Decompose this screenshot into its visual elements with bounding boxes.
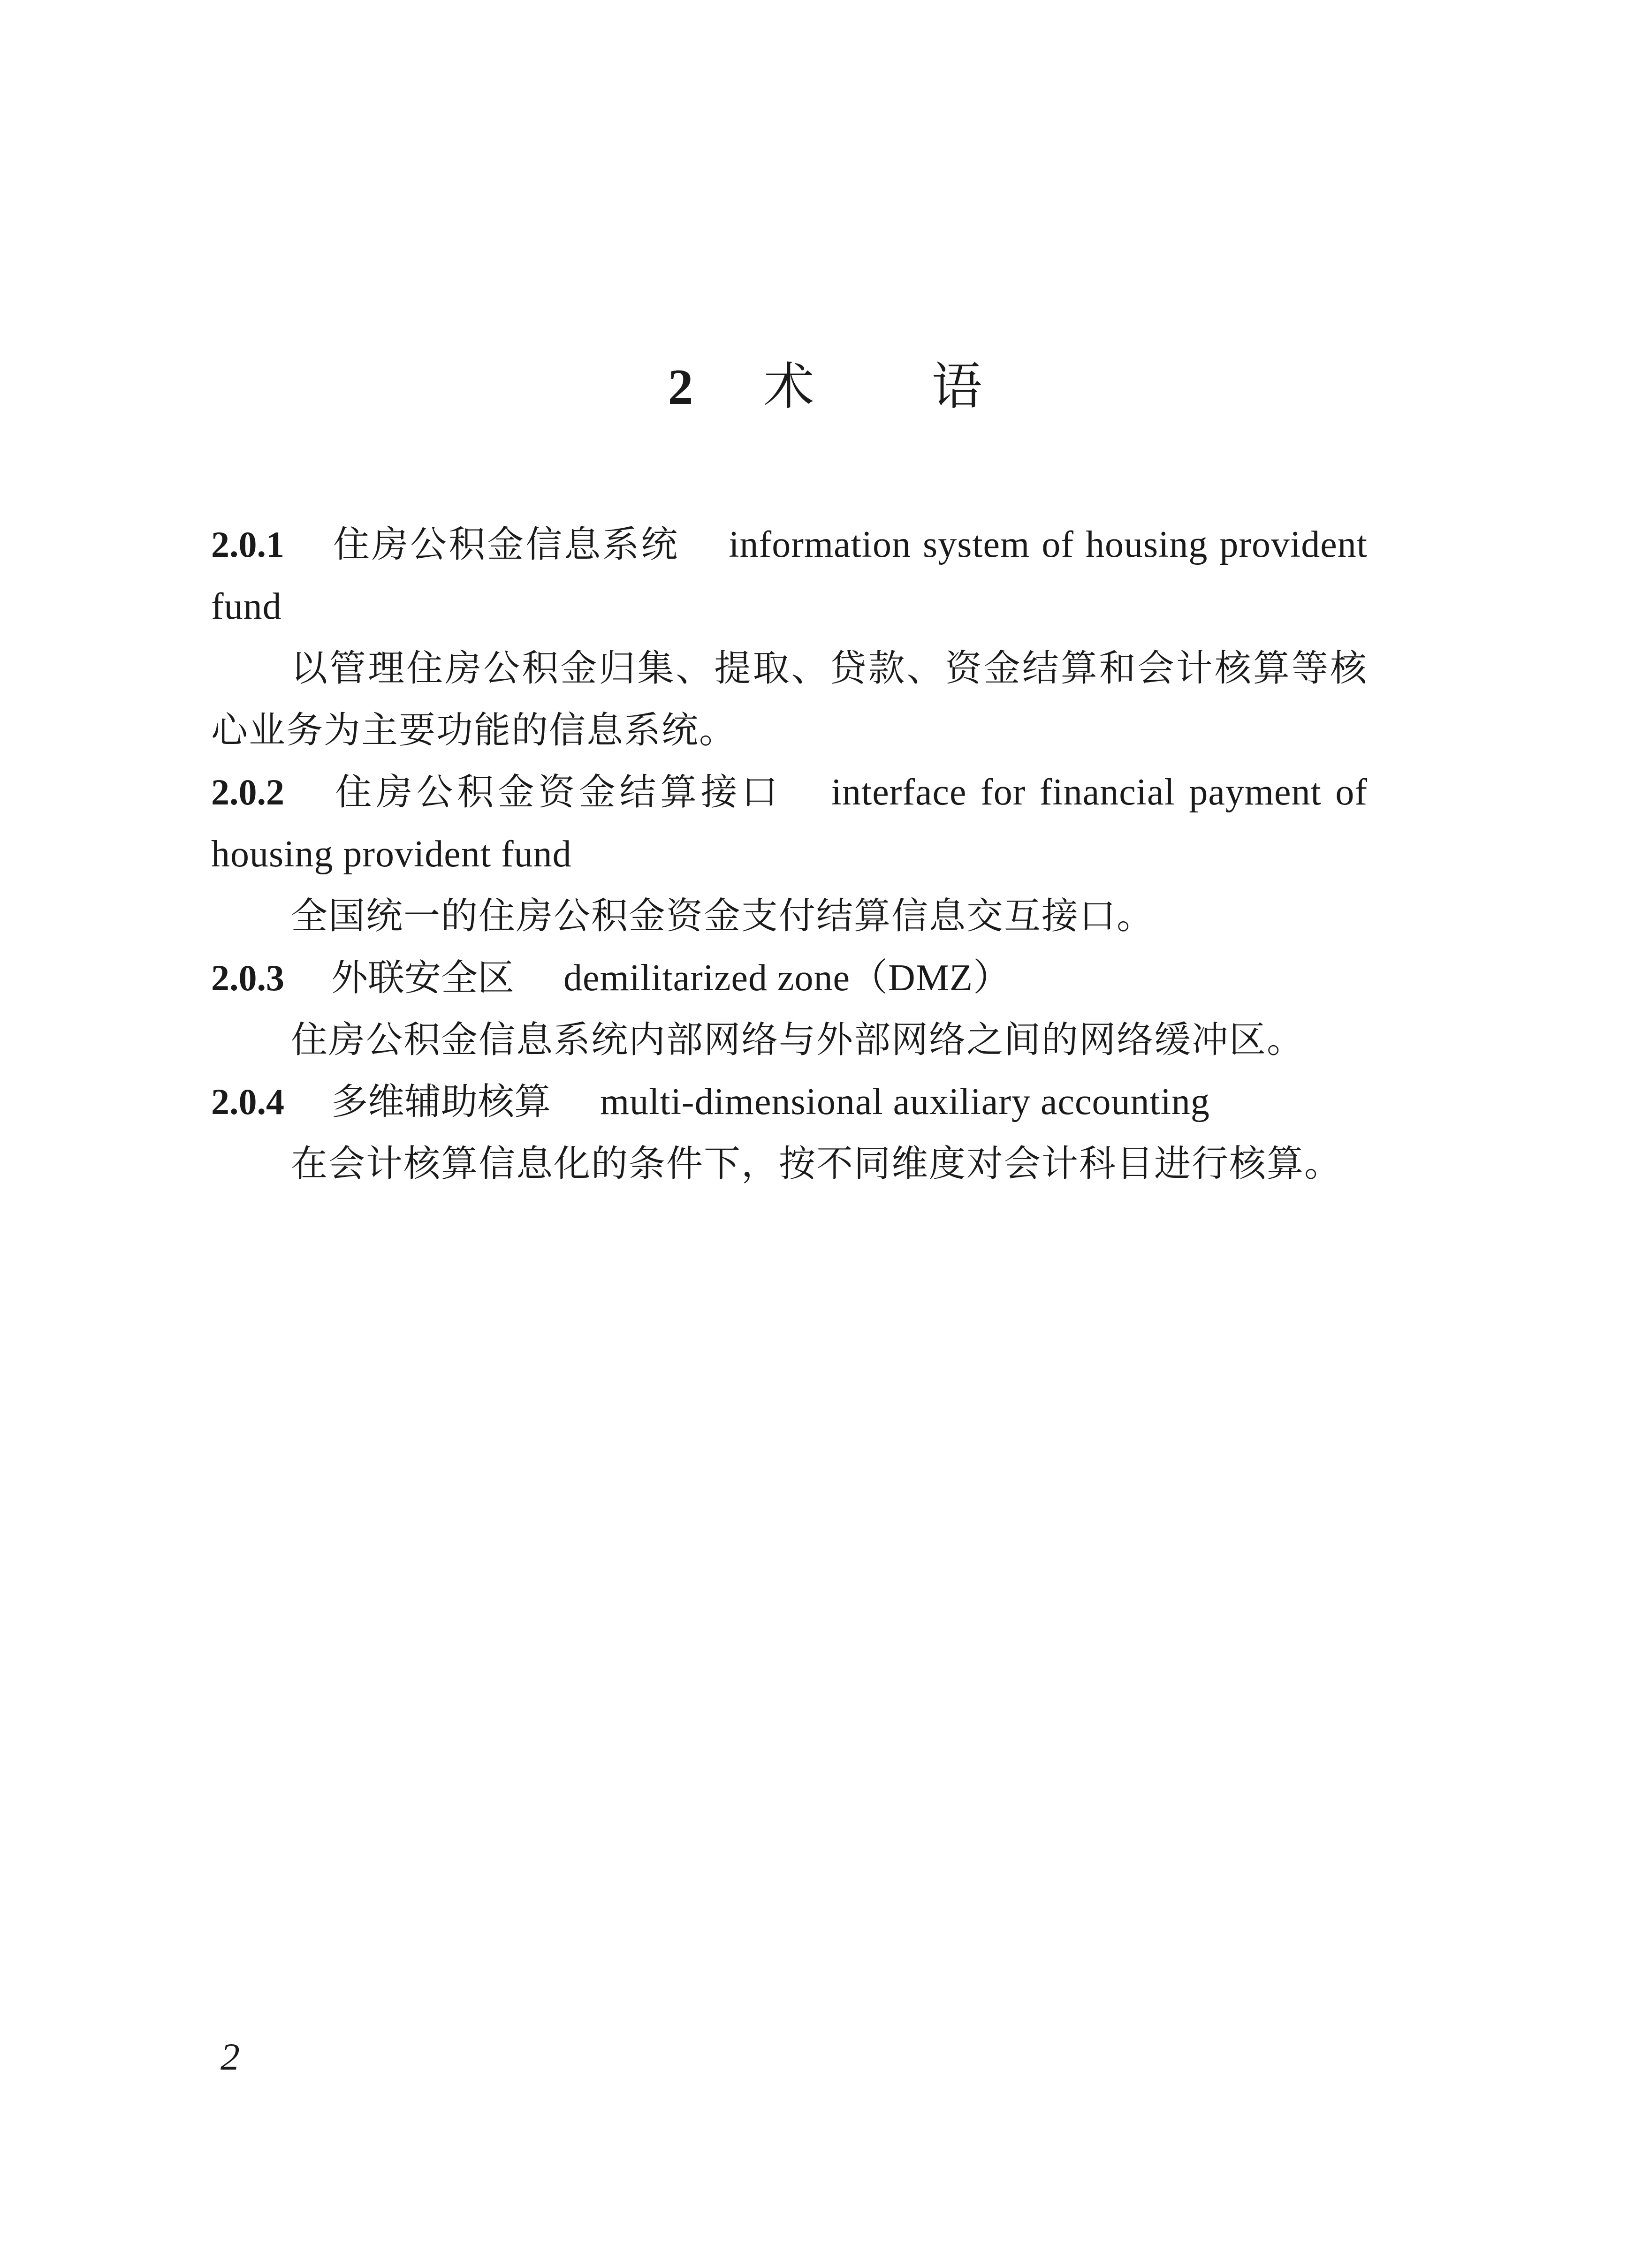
term-number: 2.0.4 <box>211 1081 284 1122</box>
term-entry <box>211 1071 1368 1133</box>
term-definition: 全国统一的住房公积金资金支付结算信息交互接口。 <box>291 895 1155 937</box>
chapter-title <box>0 357 1650 418</box>
term-entry <box>211 514 1368 637</box>
term-number: 2.0.2 <box>211 772 284 812</box>
term-definition: 在会计核算信息化的条件下，按不同维度对会计科目进行核算。 <box>291 1143 1342 1185</box>
term-chinese-name: 住房公积金信息系统 <box>331 523 680 566</box>
term-number: 2.0.1 <box>211 524 284 565</box>
chapter-number: 2 <box>668 359 693 415</box>
term-english-name: multi-dimensional auxiliary accounting <box>600 1081 1210 1123</box>
chapter-title-part-2: 语 <box>931 357 982 416</box>
term-number: 2.0.3 <box>211 957 284 998</box>
term-definition: 以管理住房公积金归集、提取、贷款、资金结算和会计核算等核心业务为主要功能的信息系统。 <box>211 647 1368 751</box>
term-english-name: information system of housing provident fund <box>211 524 1368 627</box>
term-entry <box>211 761 1368 885</box>
term-chinese-name: 住房公积金资金结算接口 <box>331 771 782 813</box>
term-chinese-name: 外联安全区 <box>331 957 515 999</box>
term-chinese-name: 多维辅助核算 <box>331 1081 551 1123</box>
term-english-name: interface for financial payment of housing provident fund <box>211 772 1368 875</box>
chapter-title-part-1: 术 <box>763 357 814 416</box>
page-number: 2 <box>221 2035 240 2078</box>
term-entry <box>211 947 1368 1009</box>
term-english-name: demilitarized zone（DMZ） <box>563 957 1011 999</box>
term-definition: 住房公积金信息系统内部网络与外部网络之间的网络缓冲区。 <box>291 1019 1305 1061</box>
terms-section <box>211 514 1368 1195</box>
